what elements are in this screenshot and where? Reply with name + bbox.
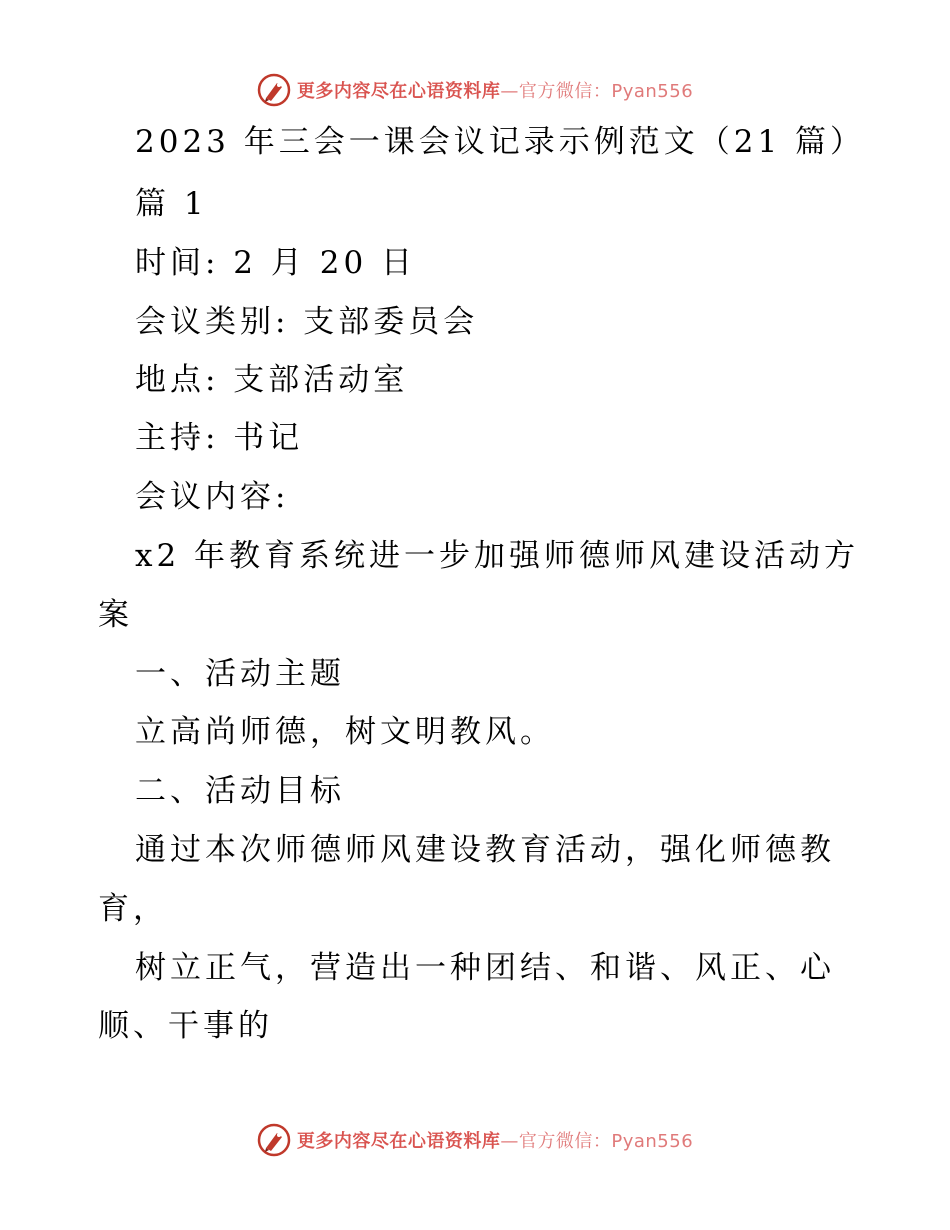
watermark-sep: — xyxy=(500,1131,519,1152)
body-paragraph-line: x2 年教育系统进一步加强师德师风建设活动方 xyxy=(135,538,860,574)
watermark-tail: 官方微信：Pyan556 xyxy=(518,81,694,102)
pen-logo-icon xyxy=(257,1123,291,1157)
watermark-main: 更多内容尽在心语资料库 xyxy=(296,1131,501,1152)
watermark-main: 更多内容尽在心语资料库 xyxy=(296,81,501,102)
body-paragraph-line: 案 xyxy=(98,597,133,633)
field-meeting-type: 会议类别: 支部委员会 xyxy=(135,304,479,340)
body-paragraph-line: 立高尚师德，树文明教风。 xyxy=(135,714,555,750)
body-paragraph-line: 通过本次师德师风建设教育活动，强化师德教 xyxy=(135,832,835,868)
section-heading: 篇 1 xyxy=(135,186,208,222)
document-title: 2023 年三会一课会议记录示例范文（21 篇） xyxy=(135,124,866,160)
watermark-banner-bottom xyxy=(0,1120,950,1160)
field-content-label: 会议内容: xyxy=(135,479,290,515)
watermark-tail: 官方微信：Pyan556 xyxy=(518,1131,694,1152)
heading-activity-theme: 一、活动主题 xyxy=(135,656,345,692)
field-time: 时间: 2 月 20 日 xyxy=(135,245,417,281)
heading-activity-goal: 二、活动目标 xyxy=(135,773,345,809)
field-location: 地点: 支部活动室 xyxy=(135,362,409,398)
body-paragraph-line: 树立正气，营造出一种团结、和谐、风正、心 xyxy=(135,950,835,986)
body-paragraph-line: 顺、干事的 xyxy=(98,1008,273,1044)
watermark-text xyxy=(297,1127,693,1153)
watermark-banner-top xyxy=(0,70,950,110)
body-paragraph-line: 育， xyxy=(98,891,168,927)
watermark-text xyxy=(297,77,693,103)
watermark-sep: — xyxy=(500,81,519,102)
pen-logo-icon xyxy=(257,73,291,107)
field-host: 主持: 书记 xyxy=(135,420,304,456)
